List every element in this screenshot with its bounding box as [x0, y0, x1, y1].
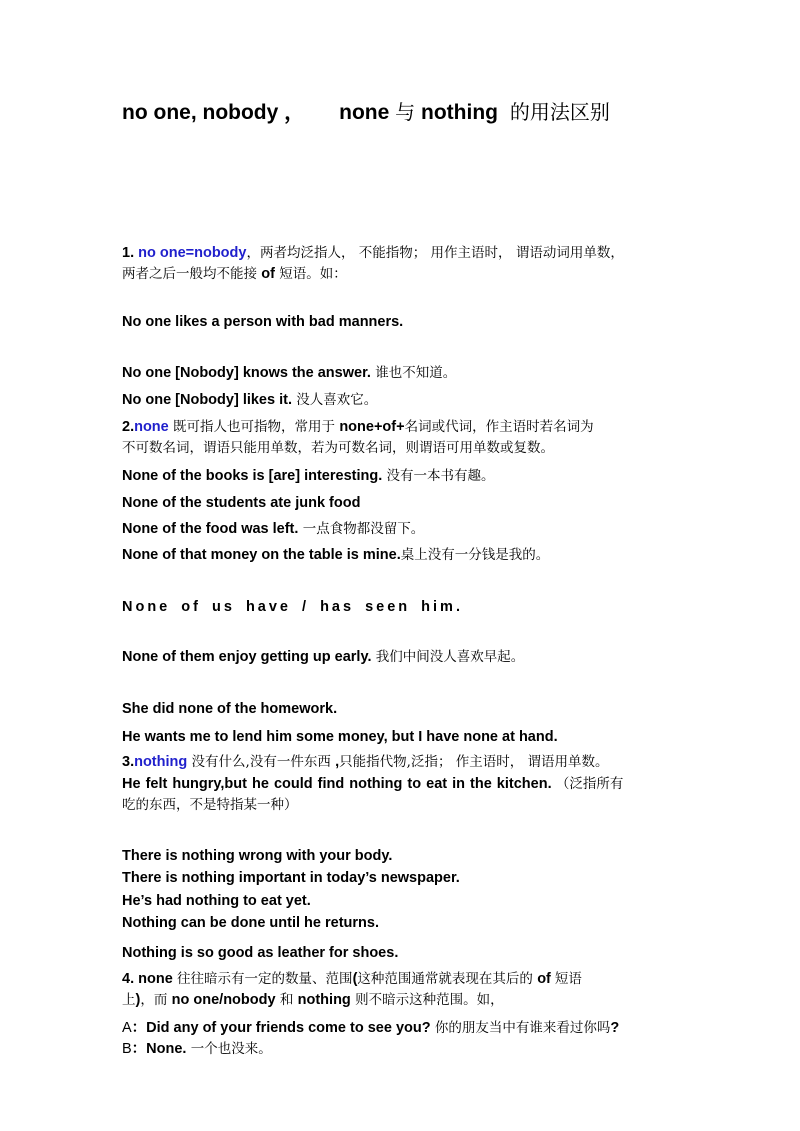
s2-ex6-en: None of them enjoy getting up early.: [122, 649, 372, 665]
s4-num: 4. none: [122, 971, 173, 987]
page-title: [122, 96, 610, 126]
s1-desc2b: of: [261, 266, 275, 282]
s3-example-6: Nothing is so good as leather for shoes.: [122, 945, 399, 961]
s4-desc1d: of: [537, 971, 555, 987]
s1-example-1: No one likes a person with bad manners.: [122, 314, 404, 330]
s1-key: no one=nobody: [138, 245, 247, 261]
title-part-none: none: [339, 101, 390, 124]
s4-desc2f: nothing: [297, 992, 351, 1008]
s3-desc1a: 没有什么,没有一件东西: [187, 754, 336, 770]
s2-ex1-cn: 没有一本书有趣。: [382, 468, 495, 484]
s4-desc2c: ，而: [140, 992, 172, 1008]
s3-example-2: There is nothing wrong with your body.: [122, 848, 393, 864]
s4-qa-en: ：Did any of your friends come to see you?: [131, 1020, 431, 1036]
s3-key: nothing: [134, 754, 188, 770]
s1-ex2-en: No one [Nobody] knows the answer.: [122, 365, 371, 381]
s4-answer: [122, 1040, 272, 1058]
s3-ex1-cn2: 吃的东西，不是特指某一种）: [122, 797, 298, 813]
s2-heading: [122, 418, 594, 436]
s2-ex3-cn: 一点食物都没留下。: [298, 521, 425, 537]
s2-ex6-cn: 我们中间没人喜欢早起。: [371, 649, 525, 665]
s1-ex3-cn: 没人喜欢它。: [291, 392, 378, 408]
s4-qb-label: B: [122, 1041, 132, 1057]
s2-ex4-cn: 桌上没有一分钱是我的。: [400, 547, 550, 563]
s3-heading: [122, 753, 609, 771]
s4-desc1b: (: [352, 971, 358, 987]
s3-ex1-cn: （泛指所有: [551, 776, 624, 792]
s4-qb-en: ：None.: [131, 1041, 187, 1057]
s2-example-2: None of the students ate junk food: [122, 495, 361, 511]
s4-qa-cn: 你的朋友当中有谁来看过你吗: [430, 1020, 611, 1036]
s2-ex3-en: None of the food was left.: [122, 521, 299, 537]
s3-num: 3.: [122, 754, 135, 770]
s3-example-5: Nothing can be done until he returns.: [122, 915, 379, 931]
s1-example-2: [122, 364, 456, 382]
s2-example-1: [122, 467, 495, 485]
s2-ex1-en: None of the books is [are] interesting.: [122, 468, 383, 484]
s4-qb-cn: 一个也没来。: [186, 1041, 272, 1057]
s4-desc2b: ): [135, 992, 141, 1008]
s1-ex3-en: No one [Nobody] likes it.: [122, 392, 292, 408]
s2-num: 2.: [122, 419, 135, 435]
s2-desc-line2: [122, 439, 554, 457]
s3-example-1-cont: [122, 796, 298, 814]
s2-example-3: [122, 520, 424, 538]
s1-desc2c: 短语。如：: [274, 266, 347, 282]
title-part-usage: 的用法区别: [509, 100, 610, 124]
s4-desc1e: 短语: [554, 971, 582, 987]
s1-example-3: [122, 391, 377, 409]
s4-heading: [122, 970, 582, 988]
s4-desc2d: no one/nobody: [171, 992, 276, 1008]
title-part-yu: 与: [395, 100, 416, 124]
s4-desc2g: 则不暗示这种范围。如，: [350, 992, 504, 1008]
title-part-nothing: nothing: [421, 101, 498, 124]
s1-desc2a: 两者之后一般均不能接: [122, 266, 262, 282]
s2-desc1b: none+of+: [339, 419, 405, 435]
s4-desc1a: 往往暗示有一定的数量、范围: [172, 971, 353, 987]
s4-desc2e: 和: [275, 992, 298, 1008]
s2-key: none: [134, 419, 169, 435]
s1-desc1: ，两者均泛指人， 不能指物； 用作主语时， 谓语动词用单数，: [246, 245, 624, 261]
s3-desc1c: 只能指代物,泛指； 作主语时， 谓语用单数。: [339, 754, 609, 770]
s2-example-7: She did none of the homework.: [122, 701, 338, 717]
s2-example-6: [122, 648, 524, 666]
s4-question: [122, 1019, 619, 1037]
s2-desc1c: 名词或代词，作主语时若名词为: [404, 419, 594, 435]
s4-desc-line2: [122, 991, 504, 1009]
s1-ex2-cn: 谁也不知道。: [370, 365, 457, 381]
s2-desc1a: 既可指人也可指物，常用于: [168, 419, 340, 435]
s3-ex1-en: He felt hungry,but he could find nothing to eat in the kitchen.: [122, 776, 552, 792]
s1-desc-line2: [122, 265, 347, 283]
s2-example-5: None of us have / has seen him.: [122, 599, 463, 615]
s3-example-4: He’s had nothing to eat yet.: [122, 893, 311, 909]
s3-example-1: [122, 775, 623, 793]
s3-example-3: There is nothing important in today’s newspaper.: [122, 870, 460, 886]
s4-qa-label: A: [122, 1020, 132, 1036]
title-part-no-one: no one, nobody ，: [122, 101, 306, 124]
s4-desc2a: 上: [122, 992, 136, 1008]
s3-desc1b: ,: [335, 754, 340, 770]
s4-qa-q: ?: [610, 1020, 620, 1036]
s2-desc2: 不可数名词，谓语只能用单数，若为可数名词，则谓语可用单数或复数。: [122, 440, 554, 456]
s1-heading: [122, 244, 624, 262]
s4-desc1c: 这种范围通常就表现在其后的: [357, 971, 538, 987]
s2-ex4-en: None of that money on the table is mine.: [122, 547, 401, 563]
s2-example-4: [122, 546, 549, 564]
s1-num: 1.: [122, 245, 139, 261]
s2-example-8: He wants me to lend him some money, but I have none at hand.: [122, 729, 558, 745]
